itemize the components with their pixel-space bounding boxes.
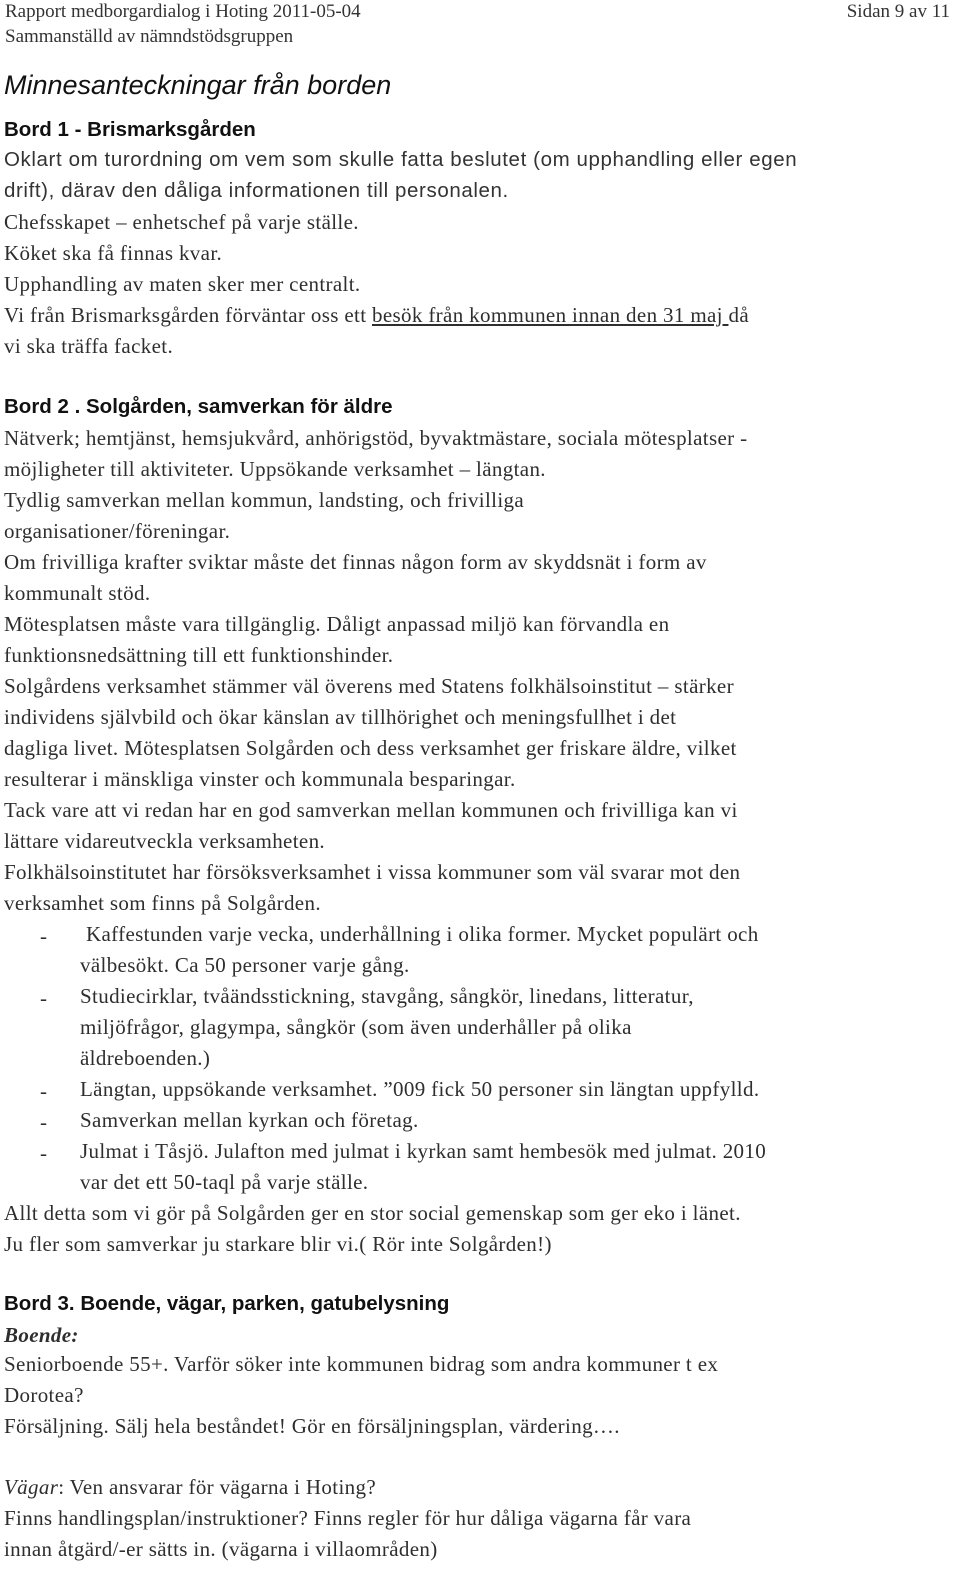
bord1-text: Vi från Brismarksgården förväntar oss ett <box>4 303 372 327</box>
bord1-line: Köket ska få finnas kvar. <box>4 241 223 265</box>
bord2-line: kommunalt stöd. <box>4 581 151 605</box>
report-title: Rapport medborgardialog i Hoting 2011-05-04 <box>5 1 361 22</box>
vagar-line <box>4 1477 376 1498</box>
bord2-line: Om frivilliga krafter sviktar måste det finnas någon form av skyddsnät i form av <box>4 550 707 574</box>
bord2-line: organisationer/föreningar. <box>4 519 231 543</box>
bord2-line: möjligheter till aktiviteter. Uppsökande verksamhet – längtan. <box>4 457 546 481</box>
bord1-line: vi ska träffa facket. <box>4 334 174 358</box>
bord3-line: Seniorboende 55+. Varför söker inte kommunen bidrag som andra kommuner t ex <box>4 1352 719 1376</box>
list-item-continued: miljöfrågor, glagympa, sångkör (som även underhåller på olika <box>80 1015 632 1039</box>
boende-label: Boende: <box>4 1323 79 1347</box>
vagar-label: Vägar <box>4 1475 59 1499</box>
list-bullet: - <box>40 986 47 1010</box>
bord1-underlined-text: besök från kommunen innan den 31 maj <box>372 303 729 327</box>
list-bullet: - <box>40 1141 47 1165</box>
page-number: Sidan 9 av 11 <box>846 1 950 22</box>
list-bullet: - <box>40 924 47 948</box>
bord1-text: då <box>728 303 749 327</box>
bord3-line: Dorotea? <box>4 1383 84 1407</box>
bord2-line: dagliga livet. Mötesplatsen Solgården och dess verksamhet ger friskare äldre, vilket <box>4 736 737 760</box>
bord2-closing: Allt detta som vi gör på Solgården ger en stor social gemenskap som ger eko i länet. <box>4 1201 741 1225</box>
bord1-line: Upphandling av maten sker mer centralt. <box>4 272 361 296</box>
bord2-line: Folkhälsoinstitutet har försöksverksamhet i vissa kommuner som väl svarar mot den <box>4 860 741 884</box>
bord1-heading: Bord 1 - Brismarksgården <box>4 118 256 141</box>
vagar-text: : Ven ansvarar för vägarna i Hoting? <box>58 1475 377 1499</box>
bord2-line: Tack vare att vi redan har en god samverkan mellan kommunen och frivilliga kan vi <box>4 798 738 822</box>
section-title: Minnesanteckningar från borden <box>4 70 392 100</box>
list-item: Julmat i Tåsjö. Julafton med julmat i kyrkan samt hembesök med julmat. 2010 <box>80 1139 767 1163</box>
list-item-continued: var det ett 50-taql på varje ställe. <box>80 1170 369 1194</box>
bord2-line: resulterar i mänskliga vinster och kommunala besparingar. <box>4 767 516 791</box>
bord1-line: Chefsskapet – enhetschef på varje ställe. <box>4 210 359 234</box>
list-item: Längtan, uppsökande verksamhet. ”009 fick 50 personer sin längtan uppfylld. <box>80 1077 760 1101</box>
bord1-line: drift), därav den dåliga informationen till personalen. <box>4 179 509 202</box>
bord1-line <box>4 305 749 326</box>
bord2-line: Tydlig samverkan mellan kommun, landsting, och frivilliga <box>4 488 525 512</box>
bord3-line: Finns handlingsplan/instruktioner? Finns regler för hur dåliga vägarna får vara <box>4 1506 692 1530</box>
bord2-closing: Ju fler som samverkar ju starkare blir vi.( Rör inte Solgården!) <box>4 1232 552 1256</box>
bord2-line: verksamhet som finns på Solgården. <box>4 891 321 915</box>
bord3-heading: Bord 3. Boende, vägar, parken, gatubelysning <box>4 1292 450 1315</box>
bord2-heading: Bord 2 . Solgården, samverkan för äldre <box>4 395 393 418</box>
list-item: Studiecirklar, tvåändsstickning, stavgång, sångkör, linedans, litteratur, <box>80 984 694 1008</box>
bord2-line: lättare vidareutveckla verksamheten. <box>4 829 326 853</box>
bord2-line: individens självbild och ökar känslan av tillhörighet och meningsfullhet i det <box>4 705 677 729</box>
list-bullet: - <box>40 1110 47 1134</box>
bord3-line: innan åtgärd/-er sätts in. (vägarna i villaområden) <box>4 1537 438 1561</box>
list-bullet: - <box>40 1079 47 1103</box>
list-item-continued: välbesökt. Ca 50 personer varje gång. <box>80 953 410 977</box>
list-item: Samverkan mellan kyrkan och företag. <box>80 1108 419 1132</box>
bord3-line: Försäljning. Sälj hela beståndet! Gör en försäljningsplan, värdering…. <box>4 1414 620 1438</box>
list-item: Kaffestunden varje vecka, underhållning i olika former. Mycket populärt och <box>86 922 759 946</box>
list-item-continued: äldreboenden.) <box>80 1046 211 1070</box>
bord2-line: Solgårdens verksamhet stämmer väl överens med Statens folkhälsoinstitut – stärker <box>4 674 734 698</box>
bord2-line: funktionsnedsättning till ett funktionshinder. <box>4 643 394 667</box>
bord1-line: Oklart om turordning om vem som skulle fatta beslutet (om upphandling eller egen <box>4 148 798 171</box>
compiled-by: Sammanställd av nämndstödsgruppen <box>5 26 294 47</box>
bord2-line: Nätverk; hemtjänst, hemsjukvård, anhörigstöd, byvaktmästare, sociala mötesplatser - <box>4 426 748 450</box>
bord2-line: Mötesplatsen måste vara tillgänglig. Dåligt anpassad miljö kan förvandla en <box>4 612 670 636</box>
